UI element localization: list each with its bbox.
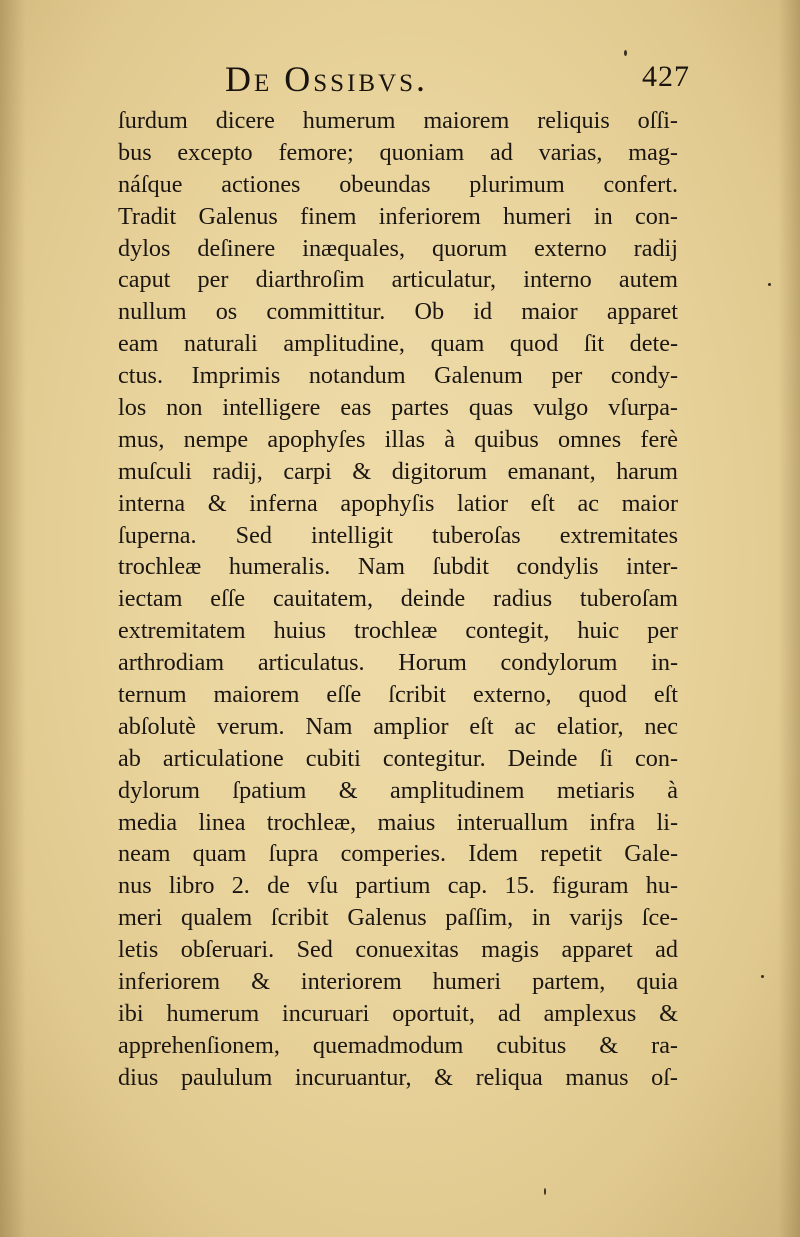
text-line: muſculi radij, carpi & digitorum emanant, harum	[118, 457, 678, 485]
text-line: ſuperna. Sed intelligit tuberoſas extremitates	[118, 521, 678, 549]
text-line: ibi humerum incuruari oportuit, ad amplexus &	[118, 999, 678, 1027]
text-line: dius paululum incuruantur, & reliqua manus oſ-	[118, 1063, 678, 1091]
text-line: nullum os committitur. Ob id maior apparet	[118, 298, 678, 326]
text-line: meri qualem ſcribit Galenus paſſim, in varijs ſce-	[118, 904, 678, 932]
text-line: extremitatem huius trochleæ contegit, huic per	[118, 617, 678, 645]
text-line: media linea trochleæ, maius interuallum infra li-	[118, 808, 678, 836]
text-line: náſque actiones obeundas plurimum confert.	[118, 170, 678, 198]
text-line: caput per diarthroſim articulatur, interno autem	[118, 266, 678, 294]
running-head: De Ossibvs.	[225, 59, 429, 99]
text-line: arthrodiam articulatus. Horum condylorum in-	[118, 649, 678, 677]
text-line: iectam eſſe cauitatem, deinde radius tuberoſam	[118, 585, 678, 613]
text-line: trochleæ humeralis. Nam ſubdit condylis inter-	[118, 553, 678, 581]
text-line: eam naturali amplitudine, quam quod ſit dete-	[118, 330, 678, 358]
text-line: neam quam ſupra comperies. Idem repetit Gale-	[118, 840, 678, 868]
text-line: los non intelligere eas partes quas vulgo vſurpa-	[118, 394, 678, 422]
text-line: interna & inferna apophyſis latior eſt ac maior	[118, 489, 678, 517]
text-line: ſurdum dicere humerum maiorem reliquis oſſi-	[118, 107, 678, 134]
text-line: nus libro 2. de vſu partium cap. 15. figuram hu-	[118, 872, 678, 900]
text-line: bus excepto femore; quoniam ad varias, mag-	[118, 138, 678, 166]
text-line: letis obſeruari. Sed conuexitas magis apparet ad	[118, 936, 678, 964]
text-line: Tradit Galenus finem inferiorem humeri in con-	[118, 202, 678, 230]
text-line: inferiorem & interiorem humeri partem, quia	[118, 968, 678, 996]
text-line: ab articulatione cubiti contegitur. Deinde ſi con-	[118, 744, 678, 772]
ink-speck	[544, 1188, 546, 1195]
text-line: dylorum ſpatium & amplitudinem metiaris à	[118, 776, 678, 804]
text-line: ctus. Imprimis notandum Galenum per condy-	[118, 362, 678, 390]
ink-speck	[768, 283, 771, 286]
text-line: mus, nempe apophyſes illas à quibus omnes ferè	[118, 425, 678, 453]
page-number: 427	[642, 60, 690, 93]
body-text	[118, 105, 678, 1094]
ink-speck	[761, 975, 764, 978]
text-line: abſolutè verum. Nam amplior eſt ac elatior, nec	[118, 712, 678, 740]
page-header	[225, 58, 690, 108]
text-line: ternum maiorem eſſe ſcribit externo, quod eſt	[118, 681, 678, 709]
text-line: dylos deſinere inæquales, quorum externo radij	[118, 234, 678, 262]
ink-speck	[624, 50, 627, 56]
text-line: apprehenſionem, quemadmodum cubitus & ra-	[118, 1031, 678, 1059]
